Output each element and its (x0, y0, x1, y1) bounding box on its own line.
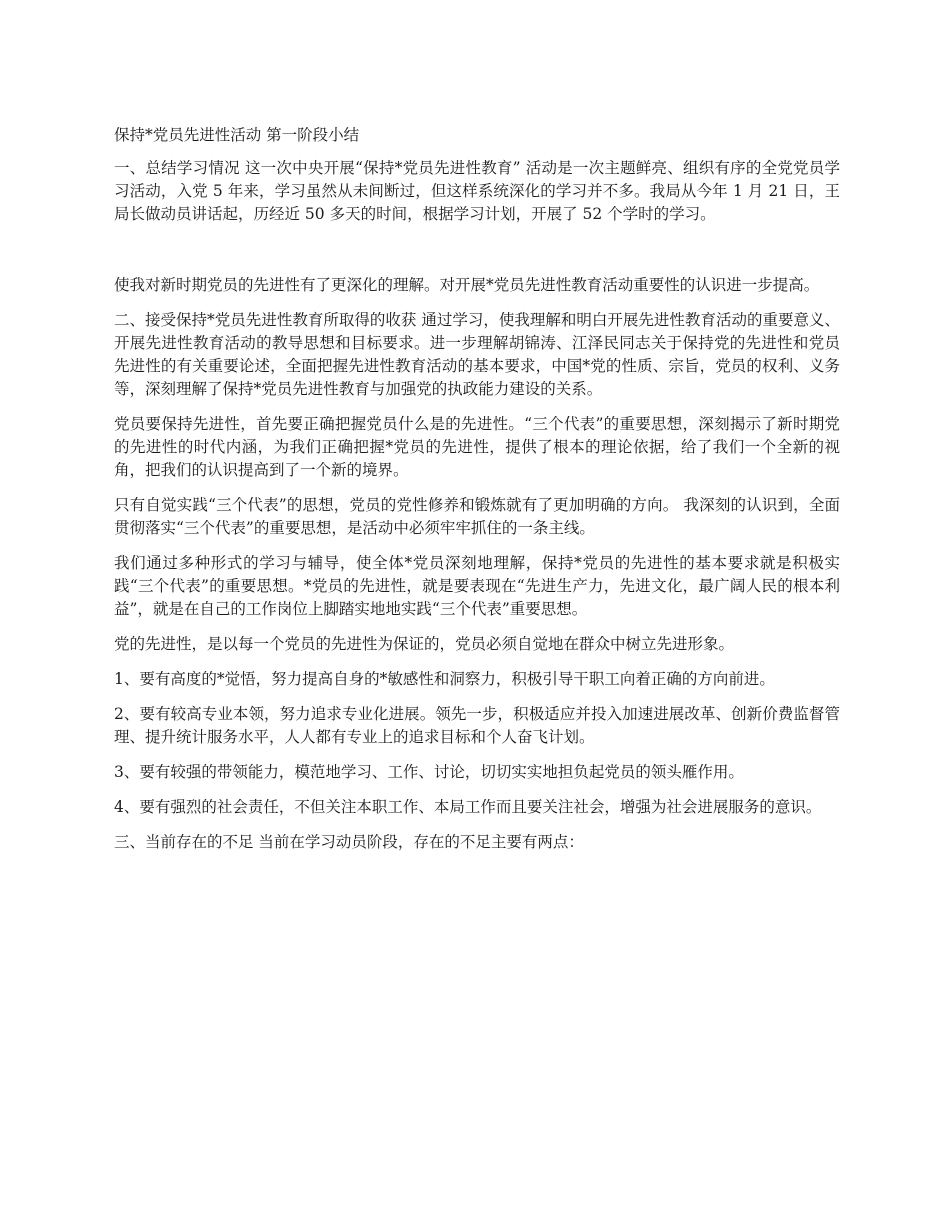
paragraph-gains: 二、接受保持*党员先进性教育所取得的收获 通过学习，使我理解和明白开展先进性教育活动的重要意义、开展先进性教育活动的教导思想和目标要求。进一步理解胡锦涛、江泽民同志关于保持党的先进性和党员先进性的有关重要论述，全面把握先进性教育活动的基本要求，中国*党的性质、宗旨，党员的权利、义务等，深刻理解了保持*党员先进性教育与加强党的执政能力建设的关系。 (114, 311, 840, 398)
list-item-4: 4、要有强烈的社会责任，不但关注本职工作、本局工作而且要关注社会，增强为社会进展服务的意识。 (114, 798, 822, 816)
paragraph-three-represents: 党员要保持先进性，首先要正确把握党员什么是的先进性。“三个代表”的重要思想，深刻揭示了新时期党的先进性的时代内涵，为我们正确把握*党员的先进性，提供了根本的理论依据，给了我们一个全新的视角，把我们的认识提高到了一个新的境界。 (114, 415, 840, 479)
paragraph-summary: 一、总结学习情况 这一次中央开展“保持*党员先进性教育” 活动是一次主题鲜亮、组织有序的全党党员学习活动，入党 5 年来，学习虽然从未间断过，但这样系统深化的学习并不多。我局从今年 1 月 21 日，王局长做动员讲话起，历经近 50 多天的时间，根据学习计划，开展了 52 个学时的学习。 (114, 159, 840, 223)
list-item-1: 1、要有高度的*觉悟，努力提高自身的*敏感性和洞察力，积极引导干职工向着正确的方向前进。 (114, 670, 775, 688)
list-item-3: 3、要有较强的带领能力，模范地学习、工作、讨论，切切实实地担负起党员的领头雁作用。 (114, 763, 744, 781)
document-title: 保持*党员先进性活动 第一阶段小结 (114, 126, 360, 144)
paragraph-study-forms: 我们通过多种形式的学习与辅导，使全体*党员深刻地理解，保持*党员的先进性的基本要求就是积极实践“三个代表”的重要思想。*党员的先进性，就是要表现在“先进生产力，先进文化，最广阔人民的根本利益”，就是在自己的工作岗位上脚踏实地地实践“三个代表”重要思想。 (114, 554, 840, 618)
list-item-2: 2、要有较高专业本领，努力追求专业化进展。领先一步，积极适应并投入加速进展改革、创新价费监督管理、提升统计服务水平，人人都有专业上的追求目标和个人奋飞计划。 (114, 705, 840, 746)
paragraph-gap (114, 238, 840, 274)
paragraph-party-advancement: 党的先进性，是以每一个党员的先进性为保证的，党员必须自觉地在群众中树立先进形象。 (114, 635, 735, 653)
paragraph-shortcomings: 三、当前存在的不足 当前在学习动员阶段，存在的不足主要有两点： (114, 833, 584, 851)
document-body (114, 124, 840, 866)
paragraph-understanding: 使我对新时期党员的先进性有了更深化的理解。对开展*党员先进性教育活动重要性的认识进一步提高。 (114, 276, 820, 294)
paragraph-practice: 只有自觉实践“三个代表”的思想，党员的党性修养和锻炼就有了更加明确的方向。 我深刻的认识到，全面贯彻落实“三个代表”的重要思想，是活动中必须牢牢抓住的一条主线。 (114, 496, 840, 537)
